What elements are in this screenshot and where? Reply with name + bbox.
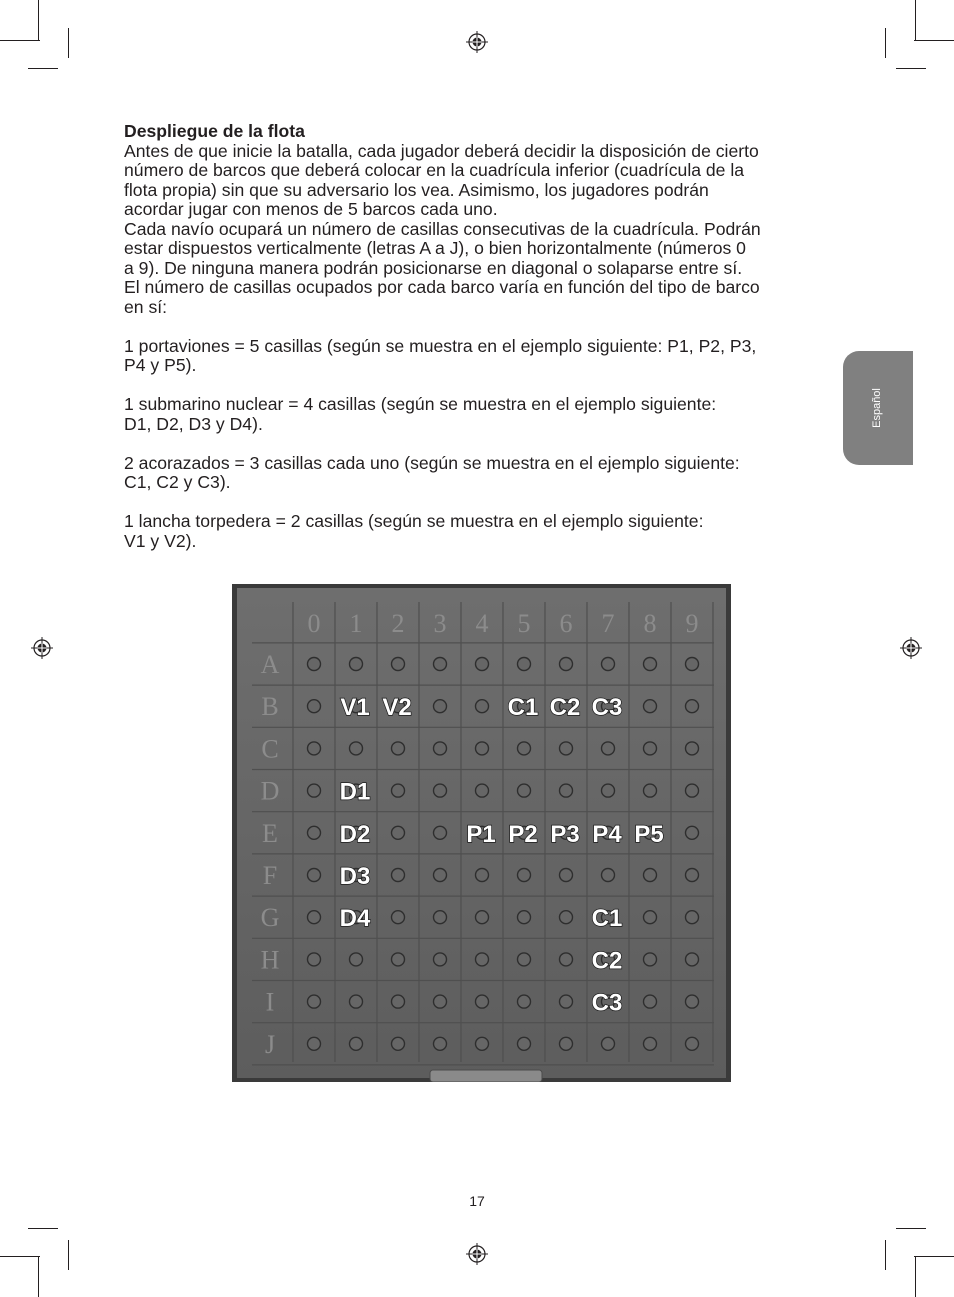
grid-hole xyxy=(560,995,573,1008)
column-label: 7 xyxy=(601,609,615,638)
row-label: F xyxy=(262,861,278,890)
grid-hole xyxy=(518,911,531,924)
grid-hole xyxy=(392,658,405,671)
grid-hole xyxy=(350,1037,363,1050)
row-label: J xyxy=(264,1029,276,1059)
text-line: estar dispuestos verticalmente (letras A a J), o bien horizontalmente (números 0 xyxy=(124,238,746,258)
ship-label: P3 xyxy=(550,820,580,848)
grid-hole xyxy=(434,911,447,924)
grid-hole xyxy=(308,1037,321,1050)
text-line: a 9). De ninguna manera podrán posicionarse en diagonal o solaparse entre sí. xyxy=(124,257,743,278)
grid-hole xyxy=(350,658,363,671)
ship-label: V1 xyxy=(340,694,370,722)
grid-hole xyxy=(686,869,699,882)
grid-hole xyxy=(560,742,573,755)
crop-mark xyxy=(896,68,926,69)
grid-hole xyxy=(686,700,699,713)
grid-hole xyxy=(350,995,363,1008)
fleet-grid-board xyxy=(232,584,731,1082)
grid-hole xyxy=(308,911,321,924)
grid-hole xyxy=(434,1037,447,1050)
ship-label: C2 xyxy=(591,947,623,975)
grid-hole xyxy=(392,911,405,924)
grid-hole xyxy=(518,1037,531,1050)
grid-hole xyxy=(518,784,531,797)
grid-hole xyxy=(602,742,615,755)
grid-hole xyxy=(476,995,489,1008)
text-line: 1 portaviones = 5 casillas (según se muestra en el ejemplo siguiente: P1, P2, P3, xyxy=(124,335,757,356)
grid-hole xyxy=(602,869,615,882)
grid-hole xyxy=(686,742,699,755)
ship-label: C1 xyxy=(507,694,539,722)
grid-hole xyxy=(686,995,699,1008)
grid-hole xyxy=(392,826,405,839)
row-label: H xyxy=(260,945,280,975)
column-label: 8 xyxy=(643,609,657,638)
grid-hole xyxy=(434,953,447,966)
grid-hole xyxy=(686,1037,699,1050)
ship-label: C3 xyxy=(591,989,623,1017)
grid-hole xyxy=(476,658,489,671)
grid-hole xyxy=(518,953,531,966)
grid-hole xyxy=(686,953,699,966)
grid-hole xyxy=(308,953,321,966)
grid-hole xyxy=(686,658,699,671)
grid-hole xyxy=(308,742,321,755)
text-line: número de barcos que deberá colocar en la cuadrícula inferior (cuadrícula de la xyxy=(124,160,745,180)
grid-hole xyxy=(518,995,531,1008)
grid-hole xyxy=(644,658,657,671)
grid-hole xyxy=(560,1037,573,1050)
grid-hole xyxy=(434,869,447,882)
text-line: El número de casillas ocupados por cada barco varía en función del tipo de barco xyxy=(124,277,760,297)
grid-hole xyxy=(434,658,447,671)
crop-mark xyxy=(915,0,916,40)
grid-hole xyxy=(392,953,405,966)
registration-mark-icon xyxy=(466,31,488,53)
language-tab xyxy=(843,351,913,465)
grid-hole xyxy=(434,700,447,713)
crop-mark xyxy=(28,1228,58,1229)
row-label: D xyxy=(260,776,280,806)
grid-hole xyxy=(434,742,447,755)
text-line: P4 y P5). xyxy=(124,355,197,375)
row-label: E xyxy=(262,818,278,848)
crop-mark xyxy=(28,68,58,69)
grid-hole xyxy=(308,826,321,839)
ship-label: P5 xyxy=(634,820,664,848)
ship-label: P2 xyxy=(508,820,538,848)
column-label: 9 xyxy=(685,609,699,638)
registration-mark-icon xyxy=(31,637,53,659)
grid-hole xyxy=(308,869,321,882)
crop-mark xyxy=(885,28,886,58)
row-label: G xyxy=(260,903,280,933)
row-label: C xyxy=(261,734,279,764)
ship-label: P4 xyxy=(592,820,622,848)
ship-label: D3 xyxy=(339,863,371,890)
grid-hole xyxy=(392,784,405,797)
grid-hole xyxy=(644,700,657,713)
grid-hole xyxy=(476,742,489,755)
text-line: en sí: xyxy=(124,296,168,317)
crop-mark xyxy=(68,28,69,58)
ship-label: C2 xyxy=(549,694,581,722)
column-label: 3 xyxy=(433,609,447,638)
grid-hole xyxy=(602,658,615,671)
text-line: flota propia) sin que su adversario los vea. Asimismo, los jugadores podrán xyxy=(124,179,709,200)
grid-hole xyxy=(644,995,657,1008)
crop-mark xyxy=(885,1240,886,1270)
row-label: B xyxy=(261,692,279,722)
ship-label: D2 xyxy=(339,820,371,848)
grid-hole xyxy=(686,826,699,839)
grid-hole xyxy=(476,911,489,924)
grid-hole xyxy=(644,742,657,755)
column-label: 2 xyxy=(391,609,405,638)
column-label: 1 xyxy=(349,609,363,638)
registration-mark-icon xyxy=(466,1243,488,1265)
ship-label: D4 xyxy=(339,905,371,933)
grid-hole xyxy=(350,953,363,966)
ship-label: P1 xyxy=(466,820,496,848)
grid-hole xyxy=(392,869,405,882)
ship-label: C3 xyxy=(591,694,623,722)
grid-hole xyxy=(392,742,405,755)
grid-hole xyxy=(308,784,321,797)
row-label: A xyxy=(260,650,280,679)
column-label: 6 xyxy=(559,609,573,638)
text-line: V1 y V2). xyxy=(124,530,197,551)
row-label: I xyxy=(265,987,275,1017)
body-text xyxy=(124,122,834,551)
grid-hole xyxy=(350,742,363,755)
grid-hole xyxy=(518,869,531,882)
ship-label: D1 xyxy=(339,778,371,806)
text-line: 1 submarino nuclear = 4 casillas (según se muestra en el ejemplo siguiente: xyxy=(124,394,717,414)
grid-hole xyxy=(560,953,573,966)
text-line: C1, C2 y C3). xyxy=(124,472,231,492)
grid-hole xyxy=(644,953,657,966)
grid-hole xyxy=(686,784,699,797)
grid-hole xyxy=(560,869,573,882)
text-line: 1 lancha torpedera = 2 casillas (según se muestra en el ejemplo siguiente: xyxy=(124,511,704,531)
text-line: Antes de que inicie la batalla, cada jugador deberá decidir la disposición de cierto xyxy=(124,140,759,161)
grid-hole xyxy=(476,869,489,882)
grid-hole xyxy=(392,1037,405,1050)
grid-hole xyxy=(434,826,447,839)
ship-label: C1 xyxy=(591,905,623,933)
grid-hole xyxy=(434,784,447,797)
column-label: 0 xyxy=(307,609,321,638)
grid-hole xyxy=(392,995,405,1008)
grid-hole xyxy=(644,1037,657,1050)
text-line: D1, D2, D3 y D4). xyxy=(124,413,263,434)
column-label: 5 xyxy=(517,609,531,638)
grid-hole xyxy=(686,911,699,924)
language-tab-label: Español xyxy=(871,388,883,428)
grid-hole xyxy=(518,742,531,755)
column-label: 4 xyxy=(475,609,489,638)
grid-hole xyxy=(476,1037,489,1050)
grid-hole xyxy=(434,995,447,1008)
grid-hole xyxy=(644,911,657,924)
crop-mark xyxy=(914,40,954,41)
grid-hole xyxy=(476,953,489,966)
crop-mark xyxy=(38,1257,39,1297)
text-line: 2 acorazados = 3 casillas cada uno (según se muestra en el ejemplo siguiente: xyxy=(124,452,740,473)
crop-mark xyxy=(38,0,39,40)
crop-mark xyxy=(0,40,40,41)
grid-hole xyxy=(560,658,573,671)
text-line: Cada navío ocupará un número de casillas consecutivas de la cuadrícula. Podrán xyxy=(124,218,761,239)
ship-label: V2 xyxy=(382,694,412,722)
grid-hole xyxy=(476,784,489,797)
crop-mark xyxy=(68,1240,69,1270)
registration-mark-icon xyxy=(900,637,922,659)
crop-mark xyxy=(0,1256,40,1257)
grid-hole xyxy=(476,700,489,713)
section-heading: Despliegue de la flota xyxy=(124,121,305,141)
grid-hole xyxy=(560,784,573,797)
grid-hole xyxy=(308,658,321,671)
crop-mark xyxy=(915,1257,916,1297)
grid-hole xyxy=(560,911,573,924)
grid-hole xyxy=(518,658,531,671)
grid-hole xyxy=(602,784,615,797)
grid-hole xyxy=(602,1037,615,1050)
grid-hole xyxy=(644,784,657,797)
grid-hole xyxy=(308,700,321,713)
grid-hole xyxy=(644,869,657,882)
page-number: 17 xyxy=(469,1193,485,1209)
crop-mark xyxy=(896,1228,926,1229)
text-line: acordar jugar con menos de 5 barcos cada uno. xyxy=(124,199,498,219)
grid-hole xyxy=(308,995,321,1008)
crop-mark xyxy=(914,1256,954,1257)
